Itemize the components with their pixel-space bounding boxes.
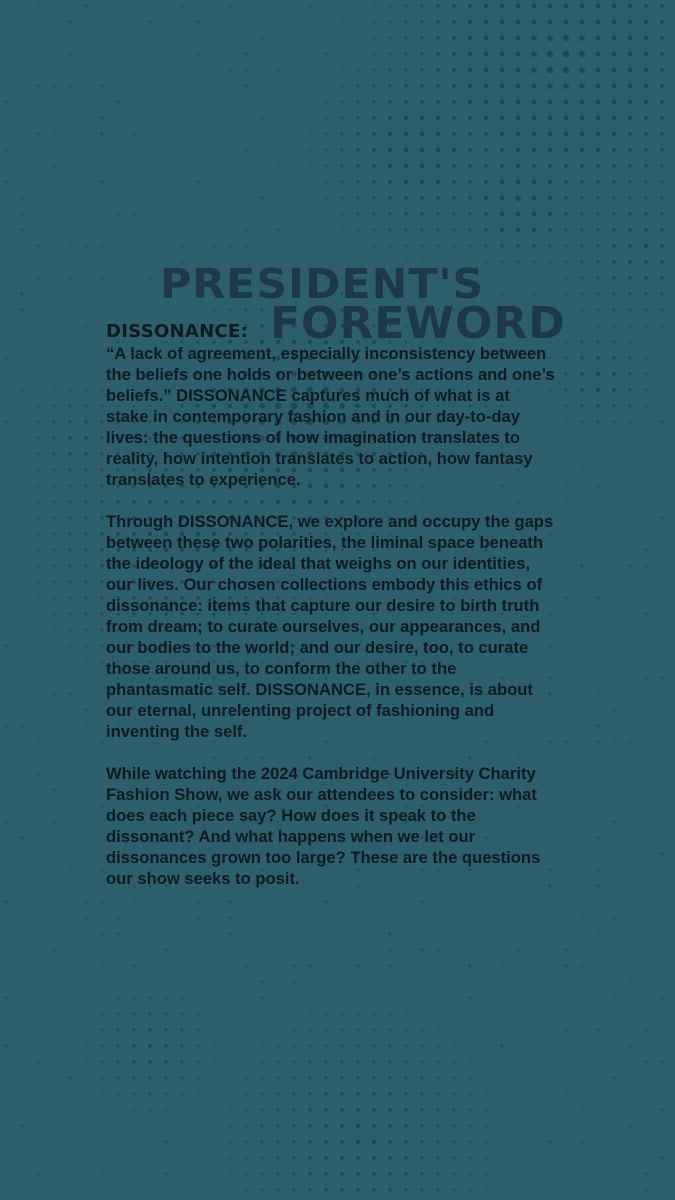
title-line-presidents: PRESIDENT'S (160, 260, 485, 308)
paragraph-definition: “A lack of agreement, especially inconsistency between the beliefs one holds or between one’s actions and one’s beliefs.” DISSONANCE captures much of what is at stake in contemporary fashion and in our day-to-day lives: the questions of how imagination translates to reality, how intention translates to action, how fantasy translates to experience. (106, 344, 555, 489)
section-label: DISSONANCE: (106, 321, 249, 342)
paragraph-show: While watching the 2024 Cambridge University Charity Fashion Show, we ask our attendees to consider: what does each piece say? How does it speak to the dissonant? And what happens when we let our dissonances grown too large? These are the questions our show seeks to posit. (106, 764, 541, 888)
page-title (0, 0, 675, 350)
foreword-body (106, 320, 556, 910)
paragraph-through-dissonance: Through DISSONANCE, we explore and occupy the gaps between these two polarities, the liminal space beneath the ideology of the ideal that weighs on our identities, our lives. Our chosen collections embody this ethics of dissonance: items that capture our desire to birth truth from dream; to curate ourselves, our appearances, and our bodies to the world; and our desire, too, to curate those around us, to conform the other to the phantasmatic self. DISSONANCE, in essence, is about our eternal, unrelenting project of fashioning and inventing the self. (106, 512, 554, 741)
title-line-foreword: FOREWORD (270, 298, 566, 349)
